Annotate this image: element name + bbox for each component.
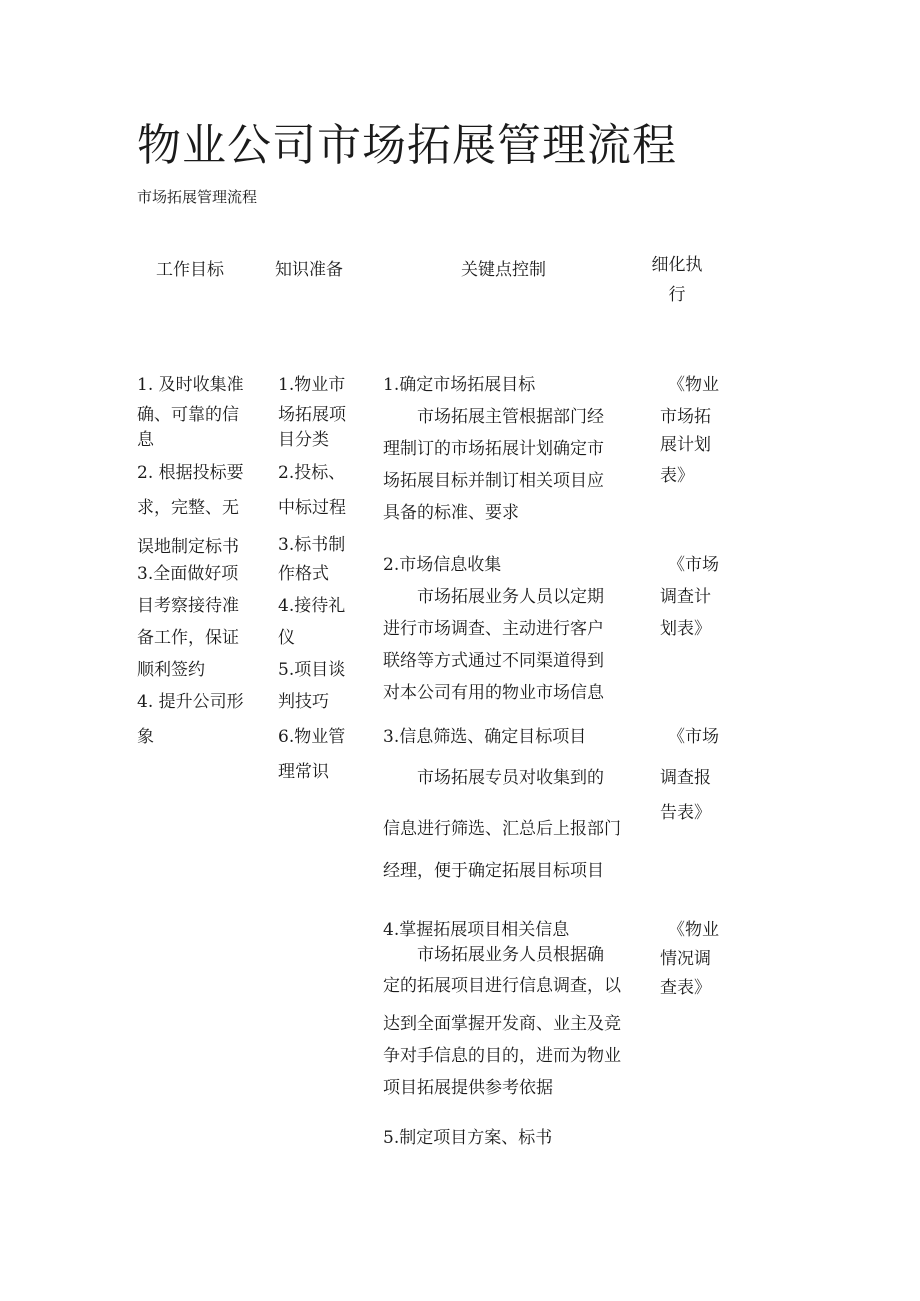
control-step (383, 914, 651, 1104)
header-knowledge: 知识准备 (275, 260, 343, 280)
knowledge-line: 场拓展项 (278, 405, 346, 425)
execution-doc-line: 调查计 (660, 587, 711, 607)
control-step-desc-line: 争对手信息的目的，进而为物业 (383, 1046, 621, 1066)
goal-line: 2. 根据投标要 (137, 463, 244, 483)
knowledge-line: 目分类 (278, 430, 329, 450)
execution-doc-line: 查表》 (660, 978, 711, 998)
goal-item (137, 369, 255, 451)
knowledge-line: 理常识 (278, 762, 329, 782)
control-step-title: 5.制定项目方案、标书 (383, 1128, 553, 1148)
header-execution (649, 250, 705, 310)
execution-doc-line: 《物业 (668, 920, 719, 940)
knowledge-line: 6.物业管 (278, 727, 346, 747)
control-step (383, 721, 651, 887)
knowledge-item (278, 590, 360, 654)
goal-line: 4. 提升公司形 (137, 692, 244, 712)
control-step-title: 3.信息筛选、确定目标项目 (383, 727, 587, 747)
goal-item (137, 558, 255, 686)
goal-line: 备工作，保证 (137, 628, 239, 648)
knowledge-line: 4.接待礼 (278, 596, 346, 616)
goal-line: 误地制定标书 (137, 537, 239, 557)
execution-doc (660, 914, 732, 1004)
knowledge-line: 判技巧 (278, 692, 329, 712)
execution-doc (660, 369, 732, 495)
control-step-desc-line: 进行市场调查、主动进行客户 (383, 619, 604, 639)
execution-doc (660, 549, 732, 645)
control-step-desc-line: 场拓展目标并制订相关项目应 (383, 471, 604, 491)
header-execution-line: 细化执 (651, 255, 703, 275)
goal-line: 1. 及时收集准 (137, 375, 244, 395)
goal-item (137, 686, 255, 756)
control-step-desc-line: 市场拓展主管根据部门经 (417, 407, 604, 427)
execution-doc-line: 市场拓 (660, 407, 711, 427)
control-step-desc-line: 达到全面掌握开发商、业主及竞 (383, 1014, 621, 1034)
goal-line: 求，完整、无 (137, 498, 239, 518)
control-step-desc-line: 市场拓展业务人员以定期 (417, 587, 604, 607)
knowledge-item (278, 529, 360, 587)
execution-doc-line: 告表》 (660, 803, 711, 823)
execution-doc-line: 调查报 (660, 768, 711, 788)
execution-doc-line: 《市场 (668, 555, 719, 575)
header-goal: 工作目标 (156, 260, 224, 280)
knowledge-item (278, 457, 360, 527)
execution-doc-line: 划表》 (660, 619, 711, 639)
execution-doc-line: 表》 (660, 466, 694, 486)
control-step-desc-line: 经理，便于确定拓展目标项目 (383, 861, 604, 881)
knowledge-item (278, 654, 360, 718)
control-step (383, 549, 651, 709)
goal-line: 3.全面做好项 (137, 564, 239, 584)
control-step-desc-line: 对本公司有用的物业市场信息 (383, 683, 604, 703)
goal-line: 顺利签约 (137, 660, 205, 680)
goal-line: 息 (137, 430, 154, 450)
knowledge-line: 1.物业市 (278, 375, 346, 395)
execution-doc (660, 721, 732, 823)
control-step-desc-line: 市场拓展专员对收集到的 (417, 768, 604, 788)
control-step-desc-line: 市场拓展业务人员根据确 (417, 945, 604, 965)
goal-line: 目考察接待准 (137, 596, 239, 616)
knowledge-line: 2.投标、 (278, 463, 346, 483)
knowledge-item (278, 369, 360, 451)
header-execution-line: 行 (668, 285, 686, 305)
knowledge-line: 仪 (278, 628, 295, 648)
control-step-desc-line: 定的拓展项目进行信息调查，以 (383, 976, 621, 996)
goal-item (137, 457, 255, 567)
execution-doc-line: 《物业 (668, 375, 719, 395)
control-step-desc-line: 理制订的市场拓展计划确定市 (383, 439, 604, 459)
control-step-desc-line: 具备的标准、要求 (383, 503, 519, 523)
control-step-title: 4.掌握拓展项目相关信息 (383, 920, 570, 940)
document-title: 物业公司市场拓展管理流程 (137, 120, 677, 171)
knowledge-line: 5.项目谈 (278, 660, 346, 680)
control-step-desc-line: 联络等方式通过不同渠道得到 (383, 651, 604, 671)
control-step (383, 1122, 651, 1154)
knowledge-line: 中标过程 (278, 498, 346, 518)
document-subtitle: 市场拓展管理流程 (137, 188, 258, 206)
execution-doc-line: 情况调 (660, 949, 711, 969)
execution-doc-line: 展计划 (660, 435, 711, 455)
control-step (383, 369, 651, 529)
knowledge-line: 作格式 (278, 564, 329, 584)
goal-line: 确、可靠的信 (137, 405, 239, 425)
knowledge-line: 3.标书制 (278, 535, 346, 555)
knowledge-item (278, 721, 360, 791)
control-step-desc-line: 项目拓展提供参考依据 (383, 1078, 553, 1098)
header-control: 关键点控制 (461, 260, 546, 280)
control-step-title: 1.确定市场拓展目标 (383, 375, 536, 395)
control-step-desc-line: 信息进行筛选、汇总后上报部门 (383, 819, 621, 839)
execution-doc-line: 《市场 (668, 727, 719, 747)
control-step-title: 2.市场信息收集 (383, 555, 502, 575)
goal-line: 象 (137, 727, 154, 747)
